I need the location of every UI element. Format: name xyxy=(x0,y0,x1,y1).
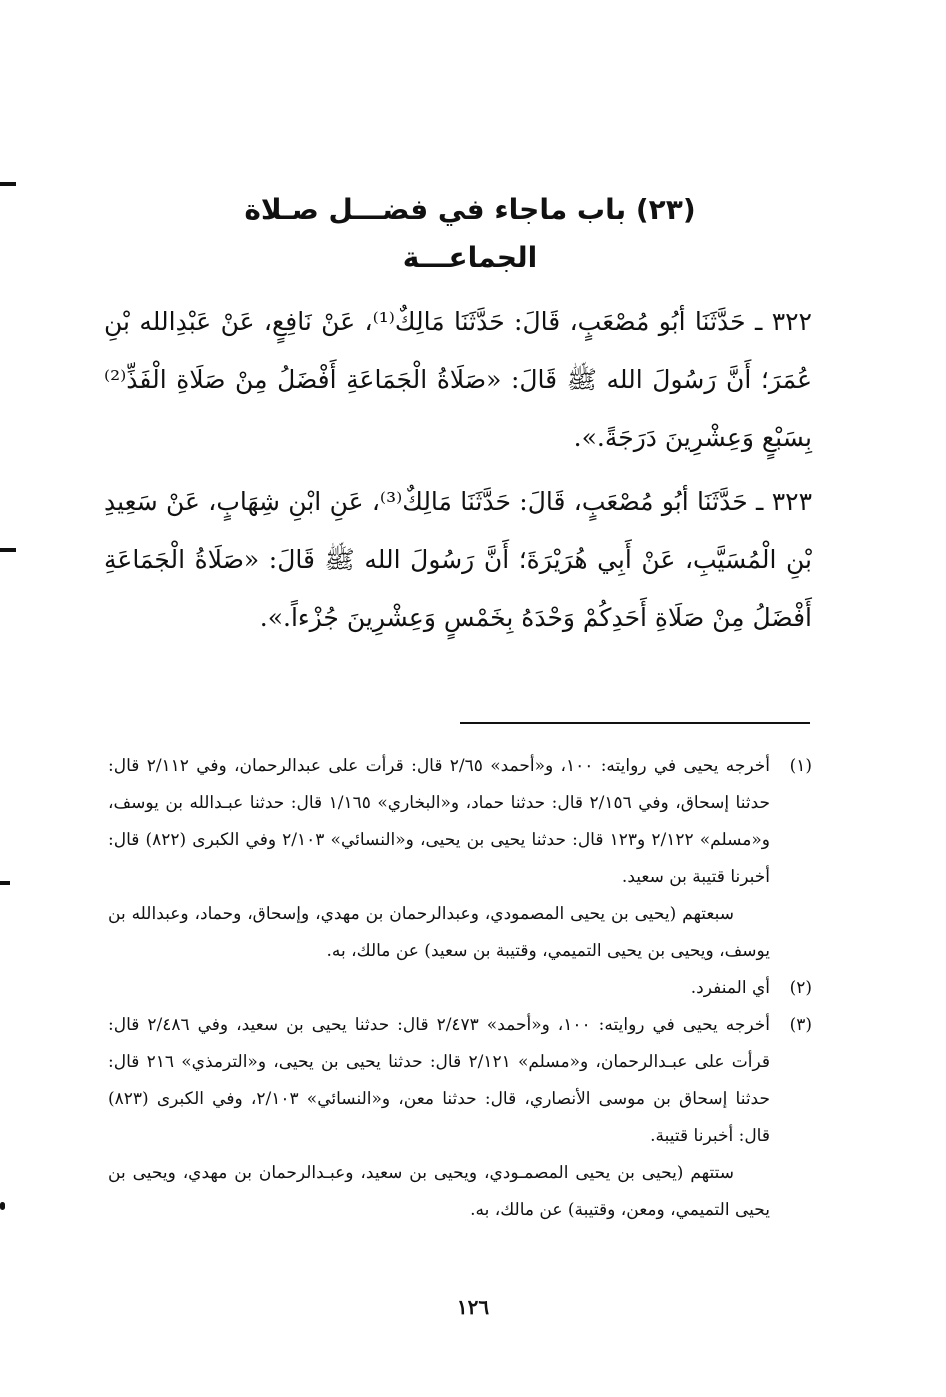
margin-dot xyxy=(0,1202,5,1210)
hadith-322: ٣٢٢ ـ حَدَّثَنَا أبُو مُصْعَبٍ، قَالَ: حَدَّثَنَا مَالِكٌ⁽¹⁾، عَنْ نَافِعٍ، عَنْ عَبْدِالله بْنِ عُمَرَ؛ أَنَّ رَسُولَ الله ﷺ قَالَ: «صَلَاةُ الْجَمَاعَةِ أَفْضَلُ مِنْ صَلَاةِ الْفَذِّ⁽²⁾ بِسَبْعٍ وَعِشْرِينَ دَرَجَةً.». xyxy=(104,307,812,452)
hadith-323: ٣٢٣ ـ حَدَّثَنَا أبُو مُصْعَبٍ، قَالَ: حَدَّثَنَا مَالِكٌ⁽³⁾، عَنِ ابْنِ شِهَابٍ، عَنْ سَعِيدِ بْنِ الْمُسَيَّبِ، عَنْ أَبِي هُرَيْرَةَ؛ أَنَّ رَسُولَ الله ﷺ قَالَ: «صَلَاةُ الْجَمَاعَةِ أَفْضَلُ مِنْ صَلَاةِ أَحَدِكُمْ وَحْدَهُ بِخَمْسٍ وَعِشْرِينَ جُزْءاً.». xyxy=(104,487,813,632)
footnote-3 xyxy=(108,1007,812,1229)
footnote-paragraph: أخرجه يحيى في روايته: ١٠٠، و«أحمد» ٢/٤٧٣ قال: حدثنا يحيى بن سعيد، وفي ٢/٤٨٦ قال: قرأت على عبـدالرحمان، و«مسلم» ٢/١٢١ قال: حدثنا يحيى بن يحيى، و«الترمذي» ٢١٦ قال: حدثنا إسحاق بن موسى الأنصاري، قال: حدثنا معن، و«النسائي» ٢/١٠٣، وفي الكبرى (٨٢٣) قال: أخبرنا قتيبة. xyxy=(108,1015,771,1146)
footnote-paragraph: ستتهم (يحيى بن يحيى المصمـودي، ويحيى بن سعيد، وعبـدالرحمان بن مهدي، ويحيى بن يحيى التميمي، ومعن، وقتيبة) عن مالك، به. xyxy=(108,1163,770,1220)
page-number: ١٢٦ xyxy=(456,1295,490,1319)
footnote-body xyxy=(108,748,770,970)
chapter-title: (٢٣) باب ماجاء في فضـــل صـلاة الجماعـــة xyxy=(244,193,696,274)
margin-mark xyxy=(0,182,16,186)
footnote-paragraph: أخرجه يحيى في روايته: ١٠٠، و«أحمد» ٢/٦٥ قال: قرأت على عبدالرحمان، وفي ٢/١١٢ قال: حدثنا إسحاق، وفي ٢/١٥٦ قال: حدثنا حماد، و«البخاري» ١/١٦٥ قال: حدثنا عبـدالله بن يوسف، و«مسلم» ٢/١٢٢ و١٢٣ قال: حدثنا يحيى بن يحيى، و«النسائي» ٢/١٠٣ وفي الكبرى (٨٢٢) قال: أخبرنا قتيبة بن سعيد. xyxy=(108,756,771,887)
footnotes xyxy=(108,748,812,1229)
footnote-paragraph: أي المنفرد. xyxy=(690,978,770,998)
footnote-1 xyxy=(108,748,812,970)
footnote-number: (٣) xyxy=(789,1015,812,1035)
footnote-number: (١) xyxy=(789,756,812,776)
margin-mark xyxy=(0,881,10,885)
footnote-paragraph: سبعتهم (يحيى بن يحيى المصمودي، وعبدالرحمان بن مهدي، وإسحاق، وحماد، وعبدالله بن يوسف، ويحيى بن يحيى التميمي، وقتيبة بن سعيد) عن مالك، به. xyxy=(108,904,770,961)
footnote-body xyxy=(108,970,770,1007)
footnote-2 xyxy=(108,970,812,1007)
footnote-number: (٢) xyxy=(789,978,812,998)
footnote-separator xyxy=(460,722,810,724)
margin-mark xyxy=(0,548,16,552)
footnote-body xyxy=(108,1007,770,1229)
